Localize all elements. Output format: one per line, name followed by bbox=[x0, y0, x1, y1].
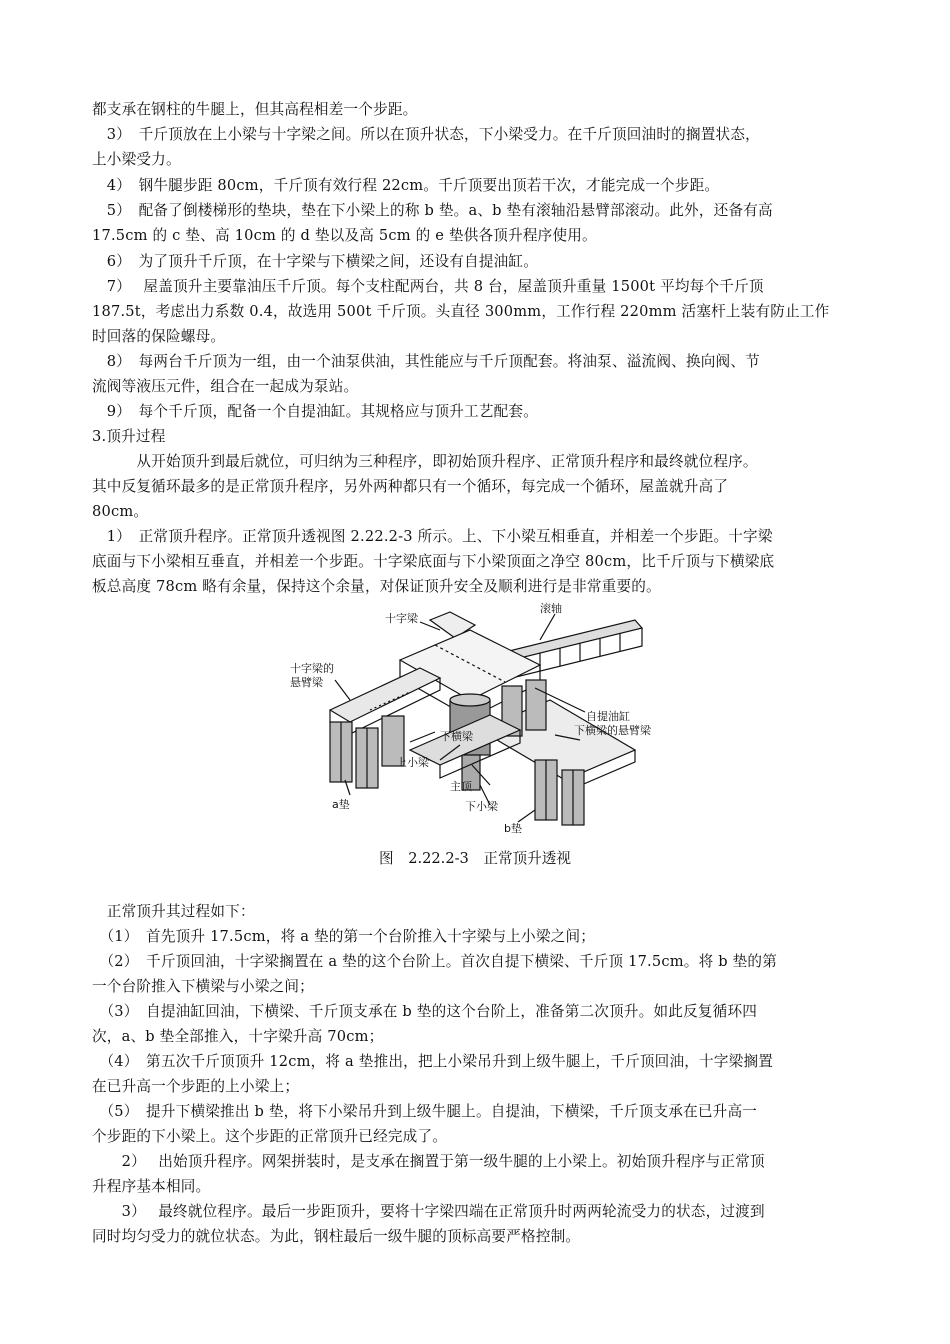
text-line: 8） 每两台千斤顶为一组，由一个油泵供油，其性能应与千斤顶配套。将油泵、溢流阀、换向阀、节 bbox=[92, 353, 760, 370]
section-heading: 3.顶升过程 bbox=[92, 428, 166, 445]
text-line: 2） 出始顶升程序。网架拼装时，是支承在搁置于第一级牛腿的上小梁上。初始顶升程序与正常顶 bbox=[92, 1153, 765, 1170]
text-line: 流阀等液压元件，组合在一起成为泵站。 bbox=[92, 378, 359, 395]
label-cantilever: 十字梁的 bbox=[290, 662, 334, 675]
text-line: 17.5cm 的 c 垫、高 10cm 的 d 垫以及高 5cm 的 e 垫供各顶升程序使用。 bbox=[92, 227, 597, 244]
text-line: 6） 为了顶升千斤顶，在十字梁与下横梁之间，还设有自提油缸。 bbox=[92, 253, 539, 270]
figure-caption: 图 2.22.2-3 正常顶升透视 bbox=[379, 850, 571, 867]
text-line: 一个台阶推入下横梁与小梁之间； bbox=[92, 978, 314, 995]
text-line: 5） 配备了倒楼梯形的垫块，垫在下小梁上的称 b 垫。a、b 垫有滚轴沿悬臂部滚动。此外，还备有高 bbox=[92, 202, 773, 219]
text-line: 个步距的下小梁上。这个步距的正常顶升已经完成了。 bbox=[92, 1128, 448, 1145]
text-line: 在已升高一个步距的上小梁上； bbox=[92, 1078, 300, 1095]
text-line: 4） 钢牛腿步距 80cm，千斤顶有效行程 22cm。千斤顶要出顶若干次，才能完成一个步距。 bbox=[92, 177, 720, 194]
perspective-figure bbox=[290, 600, 660, 838]
text-line: （5） 提升下横梁推出 b 垫，将下小梁吊升到上级牛腿上。自提油，下横梁，千斤顶支承在已升高一 bbox=[92, 1103, 758, 1120]
label-main-jack: 主顶 bbox=[450, 780, 472, 793]
text-line: （4） 第五次千斤顶顶升 12cm，将 a 垫推出，把上小梁吊升到上级牛腿上，千斤顶回油，十字梁搁置 bbox=[92, 1053, 774, 1070]
text-line: 底面与下小梁相互垂直，并相差一个步距。十字梁底面与下小梁顶面之净空 80cm，比千斤顶与下横梁底 bbox=[92, 553, 775, 570]
text-line: 从开始顶升到最后就位，可归纳为三种程序，即初始顶升程序、正常顶升程序和最终就位程序。 bbox=[92, 453, 758, 470]
text-line: 3） 最终就位程序。最后一步距顶升，要将十字梁四端在正常顶升时两两轮流受力的状态，过渡到 bbox=[92, 1203, 765, 1220]
label-upper-small-beam: 上小梁 bbox=[396, 756, 429, 769]
jacking-perspective-drawing bbox=[290, 600, 660, 838]
text-line: 187.5t，考虑出力系数 0.4，故选用 500t 千斤顶。头直径 300mm，工作行程 220mm 活塞杆上装有防止工作 bbox=[92, 303, 830, 320]
text-line: 1） 正常顶升程序。正常顶升透视图 2.22.2-3 所示。上、下小梁互相垂直，并相差一个步距。十字梁 bbox=[92, 528, 773, 545]
label-a-pad: a垫 bbox=[332, 798, 350, 811]
text-line: 80cm。 bbox=[92, 503, 149, 520]
text-line: 次，a、b 垫全部推入，十字梁升高 70cm； bbox=[92, 1028, 384, 1045]
text-line: 上小梁受力。 bbox=[92, 151, 181, 168]
label-b-pad: b垫 bbox=[504, 822, 522, 835]
label-cross-beam: 十字梁 bbox=[385, 612, 418, 625]
text-line: 正常顶升其过程如下： bbox=[92, 903, 255, 920]
label-lower-cross-beam: 下横梁 bbox=[440, 730, 473, 743]
text-line: 9） 每个千斤顶，配备一个自提油缸。其规格应与顶升工艺配套。 bbox=[92, 403, 539, 420]
text-line: （2） 千斤顶回油，十字梁搁置在 a 垫的这个台阶上。首次自提下横梁、千斤顶 17.5cm。将 b 垫的第 bbox=[92, 953, 777, 970]
text-line: 时回落的保险螺母。 bbox=[92, 328, 226, 345]
label-self-lift-cylinder: 自提油缸 bbox=[586, 710, 630, 723]
text-line: 同时均匀受力的就位状态。为此，钢柱最后一级牛腿的顶标高要严格控制。 bbox=[92, 1228, 581, 1245]
label-lower-small-beam: 下小梁 bbox=[465, 800, 498, 813]
text-line: 其中反复循环最多的是正常顶升程序，另外两种都只有一个循环，每完成一个循环，屋盖就升高了 bbox=[92, 478, 729, 495]
text-line: 3） 千斤顶放在上小梁与十字梁之间。所以在顶升状态，下小梁受力。在千斤顶回油时的搁置状态， bbox=[92, 126, 760, 143]
label-lower-cross-cantilever: 下横梁的悬臂梁 bbox=[574, 724, 651, 737]
text-line: 都支承在钢柱的牛腿上，但其高程相差一个步距。 bbox=[92, 101, 418, 118]
text-line: （3） 自提油缸回油，下横梁、千斤顶支承在 b 垫的这个台阶上，准备第二次顶升。如此反复循环四 bbox=[92, 1003, 758, 1020]
text-line: 板总高度 78cm 略有余量，保持这个余量，对保证顶升安全及顺利进行是非常重要的。 bbox=[92, 578, 661, 595]
text-line: 7） 屋盖顶升主要靠油压千斤顶。每个支柱配两台，共 8 台，屋盖顶升重量 1500t 平均每个千斤顶 bbox=[92, 278, 764, 295]
text-line: （1） 首先顶升 17.5cm，将 a 垫的第一个台阶推入十字梁与上小梁之间； bbox=[92, 928, 596, 945]
label-roller: 滚轴 bbox=[540, 602, 562, 615]
text-line: 升程序基本相同。 bbox=[92, 1178, 211, 1195]
label-cantilever-2: 悬臂梁 bbox=[290, 676, 323, 689]
